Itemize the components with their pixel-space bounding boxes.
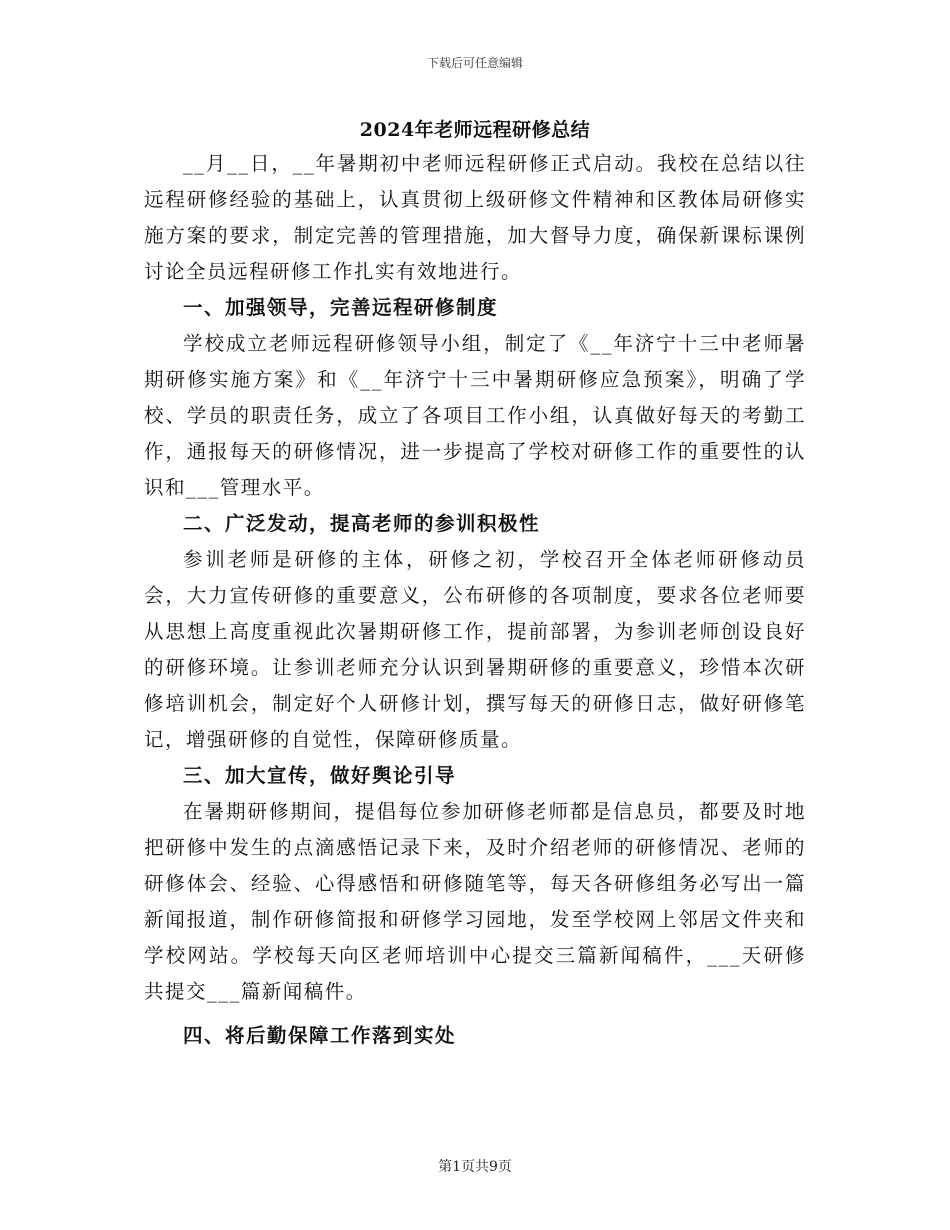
section-heading-1: 一、加强领导，完善远程研修制度 (183, 296, 499, 319)
section-body-3: 在暑期研修期间，提倡每位参加研修老师都是信息员，都要及时地把研修中发生的点滴感悟记录下来，及时介绍老师的研修情况、老师的研修体会、经验、心得感悟和研修随笔等，每天各研修组务必写出一篇新闻报道，制作研修简报和研修学习园地，发至学校网上邻居文件夹和学校网站。学校每天向区老师培训中心提交三篇新闻稿件，___天研修共提交___篇新闻稿件。 (144, 800, 806, 1003)
header-note: 下载后可任意编辑 (426, 56, 523, 70)
intro-paragraph: __月__日，__年暑期初中老师远程研修正式启动。我校在总结以往远程研修经验的基础上，认真贯彻上级研修文件精神和区教体局研修实施方案的要求，制定完善的管理措施，加大督导力度，确保新课标课例讨论全员远程研修工作扎实有效地进行。 (144, 152, 806, 283)
page-title: 2024年老师远程研修总结 (359, 119, 591, 141)
section-heading-2: 二、广泛发动，提高老师的参训积极性 (183, 512, 541, 535)
section-body-2: 参训老师是研修的主体，研修之初，学校召开全体老师研修动员会，大力宣传研修的重要意义，公布研修的各项制度，要求各位老师要从思想上高度重视此次暑期研修工作，提前部署，为参训老师创设良好的研修环境。让参训老师充分认识到暑期研修的重要意义，珍惜本次研修培训机会，制定好个人研修计划，撰写每天的研修日志，做好研修笔记，增强研修的自觉性，保障研修质量。 (144, 548, 806, 751)
page-number: 第1页共9页 (438, 1159, 512, 1175)
section-heading-3: 三、加大宣传，做好舆论引导 (183, 764, 457, 787)
section-body-1: 学校成立老师远程研修领导小组，制定了《__年济宁十三中老师暑期研修实施方案》和《__年济宁十三中暑期研修应急预案》，明确了学校、学员的职责任务，成立了各项目工作小组，认真做好每天的考勤工作，通报每天的研修情况，进一步提高了学校对研修工作的重要性的认识和___管理水平。 (144, 332, 806, 499)
document-body (144, 146, 806, 1054)
section-heading-4: 四、将后勤保障工作落到实处 (183, 1024, 457, 1047)
